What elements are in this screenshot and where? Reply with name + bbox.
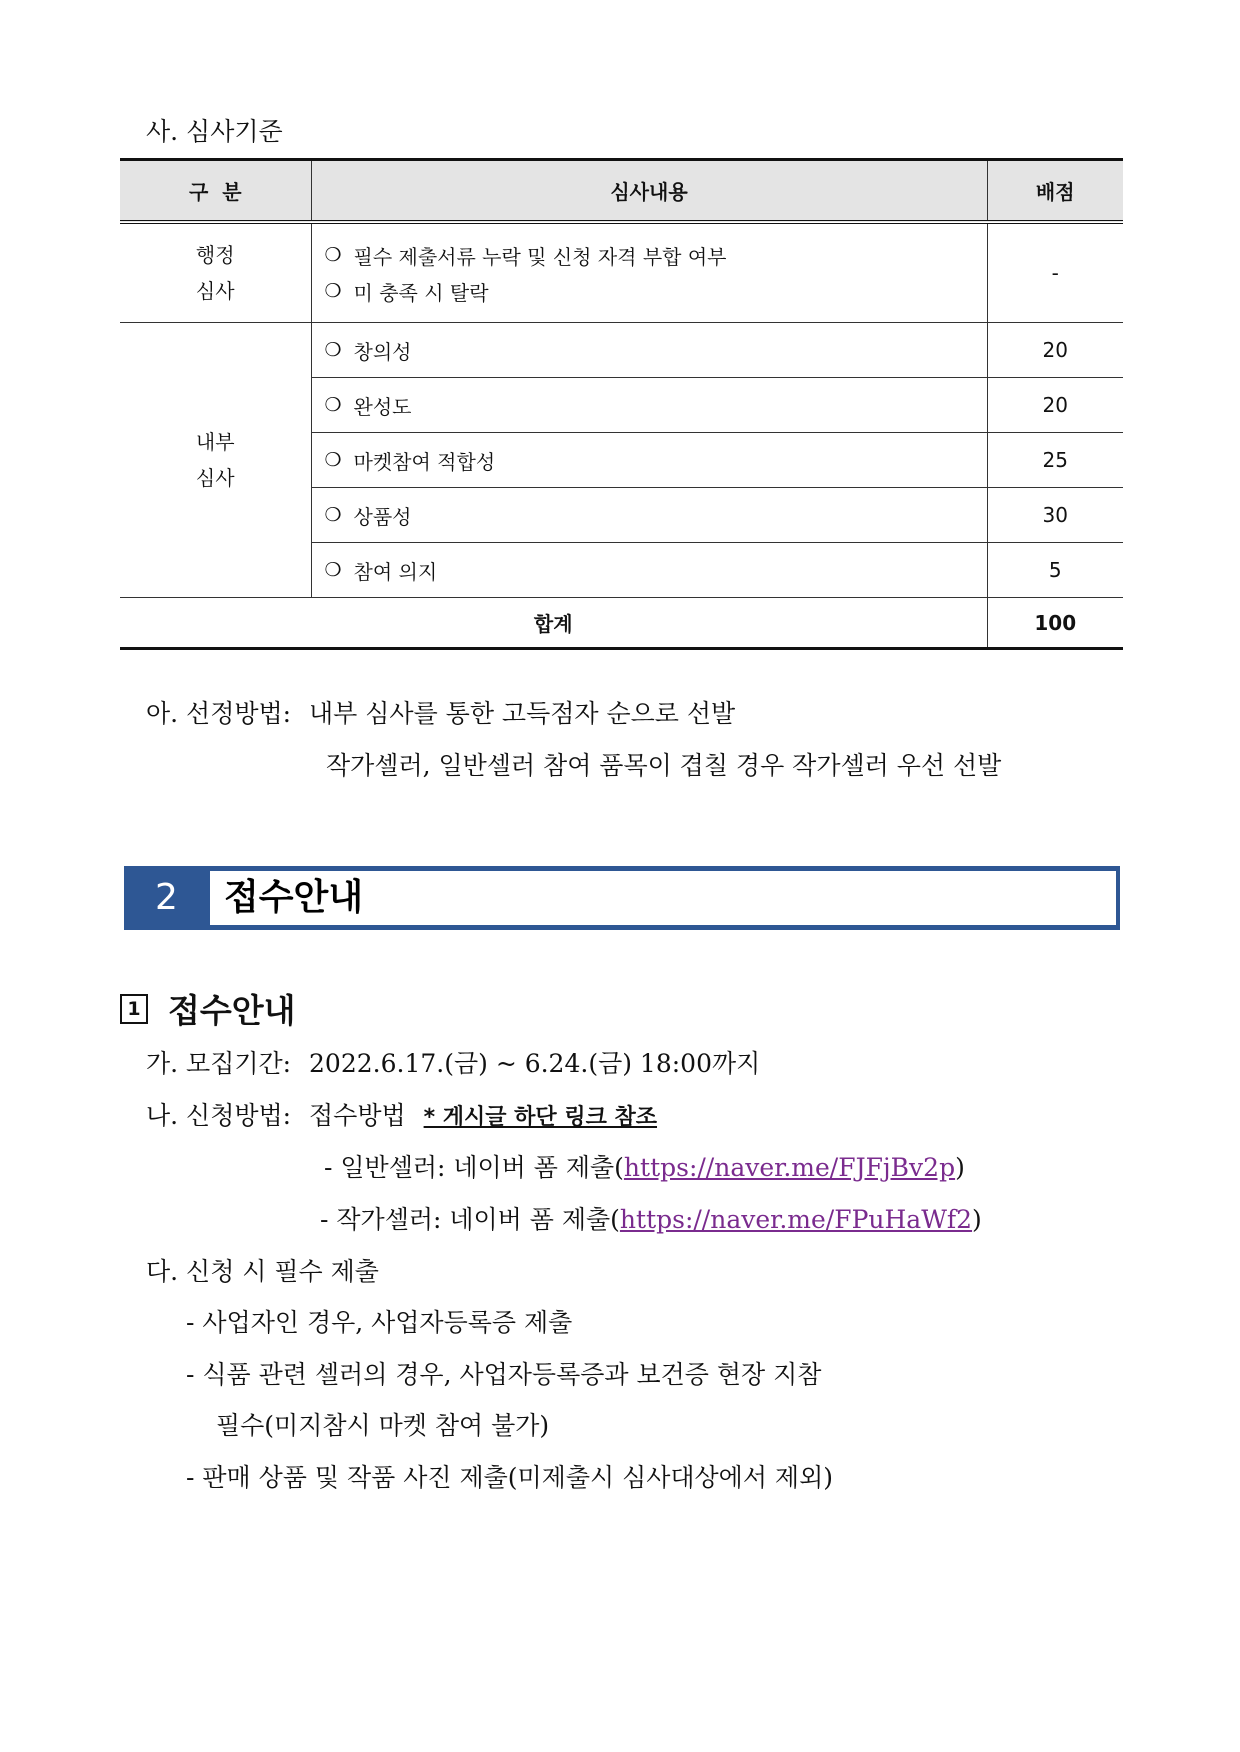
header-category: 구 분 xyxy=(120,160,311,223)
apply-method xyxy=(146,1096,657,1132)
criteria-table xyxy=(120,158,1123,650)
header-content: 심사내용 xyxy=(311,160,987,223)
section-number: 2 xyxy=(155,877,178,918)
section-banner xyxy=(124,866,1120,930)
banner-title-box xyxy=(210,871,1116,925)
header-score: 배점 xyxy=(987,160,1123,223)
content-admin xyxy=(311,222,987,323)
method-label: 나. 신청방법: xyxy=(146,1101,292,1130)
subsection-number: 1 xyxy=(120,994,148,1024)
method-note: * 게시글 하단 링크 참조 xyxy=(423,1105,658,1130)
required-item-2: - 식품 관련 셀러의 경우, 사업자등록증과 보건증 현장 지참 xyxy=(186,1360,822,1389)
subsection-heading xyxy=(120,985,296,1032)
table-row-admin xyxy=(120,222,1123,323)
circle-bullet-icon: ❍ xyxy=(324,339,342,361)
artist-seller-suffix: ) xyxy=(972,1205,982,1234)
circle-bullet-icon: ❍ xyxy=(324,244,342,266)
category-internal-line1: 내부 xyxy=(195,430,235,454)
criteria-text: 참여 의지 xyxy=(353,559,438,584)
circle-bullet-icon: ❍ xyxy=(324,504,342,526)
general-seller-link[interactable]: https://naver.me/FJFjBv2p xyxy=(623,1153,956,1182)
general-seller-suffix: ) xyxy=(955,1153,965,1182)
score-cell: 30 xyxy=(987,488,1123,543)
criteria-text: 미 충족 시 탈락 xyxy=(353,280,489,305)
required-item-3: - 판매 상품 및 작품 사진 제출(미제출시 심사대상에서 제외) xyxy=(186,1463,833,1492)
artist-seller-link[interactable]: https://naver.me/FPuHaWf2 xyxy=(619,1205,973,1234)
criteria-text: 창의성 xyxy=(353,339,412,364)
category-internal-line2: 심사 xyxy=(195,466,235,490)
subsection-title: 접수안내 xyxy=(168,991,296,1030)
category-admin xyxy=(120,222,311,323)
circle-bullet-icon: ❍ xyxy=(324,280,342,302)
general-seller-line xyxy=(324,1148,965,1184)
category-admin-line2: 심사 xyxy=(195,279,235,303)
table-header-row xyxy=(120,160,1123,223)
selection-line1: 내부 심사를 통한 고득점자 순으로 선발 xyxy=(309,699,736,728)
total-label: 합계 xyxy=(120,598,987,649)
score-admin: - xyxy=(987,222,1123,323)
score-cell: 25 xyxy=(987,433,1123,488)
general-seller-prefix: - 일반셀러: 네이버 폼 제출( xyxy=(324,1153,624,1182)
period-value: 2022.6.17.(금) ~ 6.24.(금) 18:00까지 xyxy=(309,1049,761,1078)
circle-bullet-icon: ❍ xyxy=(324,394,342,416)
section-title: 접수안내 xyxy=(224,877,364,918)
category-admin-line1: 행정 xyxy=(195,243,235,267)
criteria-cell xyxy=(311,433,987,488)
method-value: 접수방법 xyxy=(309,1101,406,1130)
required-item-1: - 사업자인 경우, 사업자등록증 제출 xyxy=(186,1308,573,1337)
category-internal xyxy=(120,323,311,598)
artist-seller-prefix: - 작가셀러: 네이버 폼 제출( xyxy=(320,1205,620,1234)
table-row xyxy=(120,323,1123,378)
required-item-2-cont: 필수(미지참시 마켓 참여 불가) xyxy=(216,1411,550,1440)
selection-label: 아. 선정방법: xyxy=(146,699,292,728)
criteria-cell xyxy=(311,378,987,433)
list-item xyxy=(325,273,987,309)
selection-method xyxy=(146,694,735,730)
score-cell: 20 xyxy=(987,378,1123,433)
criteria-text: 상품성 xyxy=(353,504,412,529)
total-score: 100 xyxy=(987,598,1123,649)
required-heading: 다. 신청 시 필수 제출 xyxy=(146,1257,379,1286)
criteria-cell xyxy=(311,323,987,378)
criteria-text: 완성도 xyxy=(353,394,412,419)
criteria-cell xyxy=(311,543,987,598)
circle-bullet-icon: ❍ xyxy=(324,449,342,471)
criteria-text: 필수 제출서류 누락 및 신청 자격 부합 여부 xyxy=(353,244,727,269)
list-item xyxy=(325,237,987,273)
table-total-row xyxy=(120,598,1123,649)
score-cell: 20 xyxy=(987,323,1123,378)
artist-seller-line xyxy=(320,1200,982,1236)
criteria-text: 마켓참여 적합성 xyxy=(353,449,496,474)
score-cell: 5 xyxy=(987,543,1123,598)
selection-line2: 작가셀러, 일반셀러 참여 품목이 겹칠 경우 작가셀러 우선 선발 xyxy=(326,751,1002,780)
period-label: 가. 모집기간: xyxy=(146,1049,292,1078)
circle-bullet-icon: ❍ xyxy=(324,559,342,581)
criteria-cell xyxy=(311,488,987,543)
recruit-period xyxy=(146,1044,760,1080)
section-heading-criteria: 사. 심사기준 xyxy=(146,117,283,146)
